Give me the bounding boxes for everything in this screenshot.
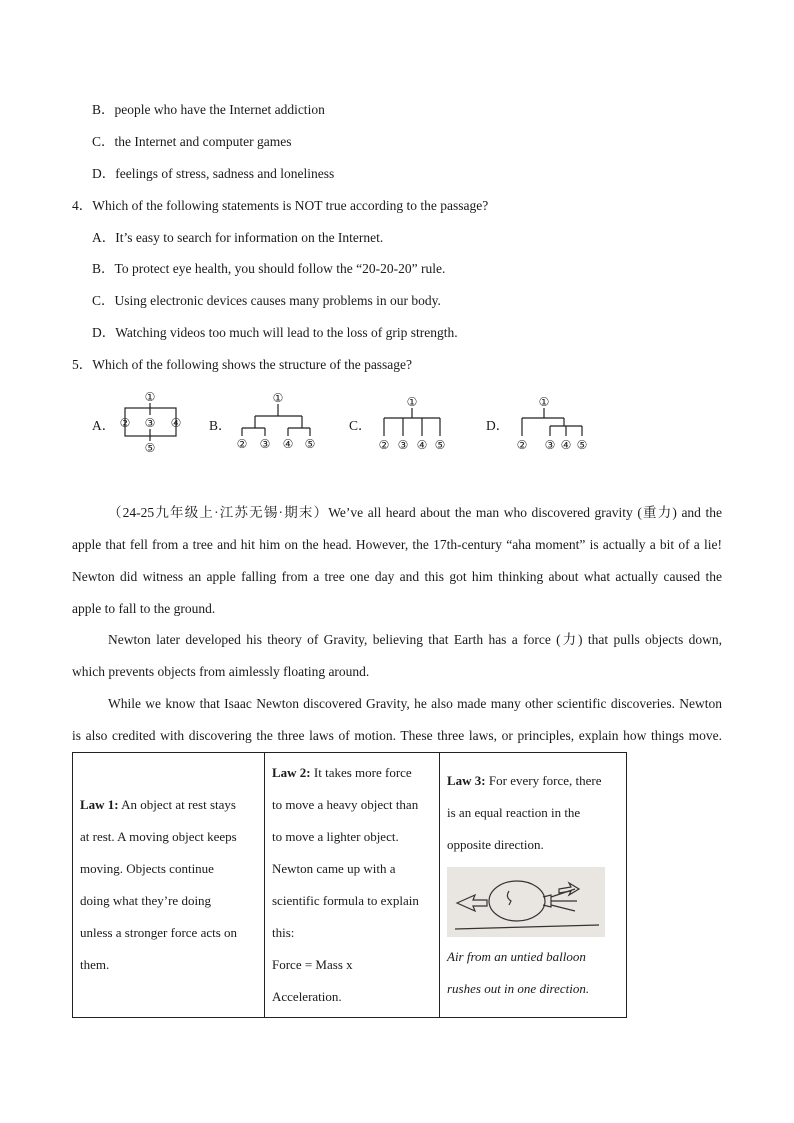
node-3: ③ bbox=[144, 416, 156, 430]
q4-option-c: C．Using electronic devices causes many problems in our body. bbox=[92, 293, 441, 308]
node-5: ⑤ bbox=[144, 441, 156, 455]
node-1: ① bbox=[406, 395, 418, 409]
node-2: ② bbox=[236, 437, 248, 451]
q3-option-c: C．the Internet and computer games bbox=[92, 134, 292, 149]
node-3: ③ bbox=[544, 438, 556, 452]
node-2: ② bbox=[119, 416, 131, 430]
structure-diagram-a bbox=[112, 386, 192, 456]
node-4: ④ bbox=[416, 438, 428, 452]
node-1: ① bbox=[272, 391, 284, 405]
q4-option-a: A．It’s easy to search for information on the Internet. bbox=[92, 230, 384, 245]
node-4: ④ bbox=[282, 437, 294, 451]
q4-stem: 4．Which of the following statements is NOT true according to the passage? bbox=[72, 198, 489, 213]
structure-diagram-d bbox=[508, 390, 593, 456]
laws-of-motion-table bbox=[72, 752, 627, 1018]
node-4: ④ bbox=[560, 438, 572, 452]
passage-paragraph-2: Newton later developed his theory of Gravity, believing that Earth has a force (力) that pulls objects down, which prevents objects from aimlessly floating around. bbox=[72, 632, 722, 679]
q4-option-b: B．To protect eye health, you should follow the “20-20-20” rule. bbox=[92, 261, 446, 276]
node-3: ③ bbox=[397, 438, 409, 452]
node-5: ⑤ bbox=[434, 438, 446, 452]
passage-paragraph-3: While we know that Isaac Newton discovered Gravity, he also made many other scientific discoveries. Newton is also credited with discovering the three laws of motion. These three laws, or principles, explain how things move. bbox=[72, 696, 722, 743]
node-3: ③ bbox=[259, 437, 271, 451]
node-4: ④ bbox=[170, 416, 182, 430]
law-2-cell: Law 2: It takes more force to move a heavy object than to move a lighter object. Newton came up with a scientific formula to explain this: Force = Mass x Acceleration. bbox=[265, 753, 440, 1018]
node-2: ② bbox=[378, 438, 390, 452]
law-3-title: Law 3: bbox=[447, 773, 486, 788]
balloon-caption-line-1: Air from an untied balloon bbox=[447, 949, 586, 964]
node-5: ⑤ bbox=[576, 438, 588, 452]
balloon-icon bbox=[447, 867, 605, 937]
q5-label-d: D． bbox=[486, 418, 510, 433]
node-1: ① bbox=[538, 395, 550, 409]
law-1-title: Law 1: bbox=[80, 797, 119, 812]
q5-stem: 5．Which of the following shows the structure of the passage? bbox=[72, 357, 413, 372]
structure-diagram-b bbox=[230, 386, 325, 456]
node-5: ⑤ bbox=[304, 437, 316, 451]
q4-option-d: D．Watching videos too much will lead to the loss of grip strength. bbox=[92, 325, 458, 340]
balloon-illustration bbox=[447, 867, 605, 937]
structure-diagram-c bbox=[372, 390, 452, 456]
q3-option-d: D．feelings of stress, sadness and loneliness bbox=[92, 166, 335, 181]
q3-option-b: B．people who have the Internet addiction bbox=[92, 102, 325, 117]
law-2-title: Law 2: bbox=[272, 765, 311, 780]
passage-paragraph-1: （24-25九年级上·江苏无锡·期末）We’ve all heard about the man who discovered gravity (重力) and the apple that fell from a tree and hit him on the head. However, the 17th-century “aha moment” is actually a bit of a lie! Newton did witness an apple falling from a tree one day and this got him thinking about what actually caused the apple to fall to the ground. bbox=[72, 505, 722, 616]
q5-label-a: A． bbox=[92, 418, 116, 433]
q5-label-b: B． bbox=[209, 418, 232, 433]
node-2: ② bbox=[516, 438, 528, 452]
law-1-cell: Law 1: An object at rest stays at rest. A moving object keeps moving. Objects continue doing what they’re doing unless a stronger force acts on them. bbox=[73, 753, 265, 1018]
balloon-caption-line-2: rushes out in one direction. bbox=[447, 981, 590, 996]
node-1: ① bbox=[144, 390, 156, 404]
law-3-cell: Law 3: For every force, there is an equal reaction in the opposite direction. Air from an untied balloon rushes out in one direction. bbox=[440, 753, 627, 1018]
q5-label-c: C． bbox=[349, 418, 372, 433]
